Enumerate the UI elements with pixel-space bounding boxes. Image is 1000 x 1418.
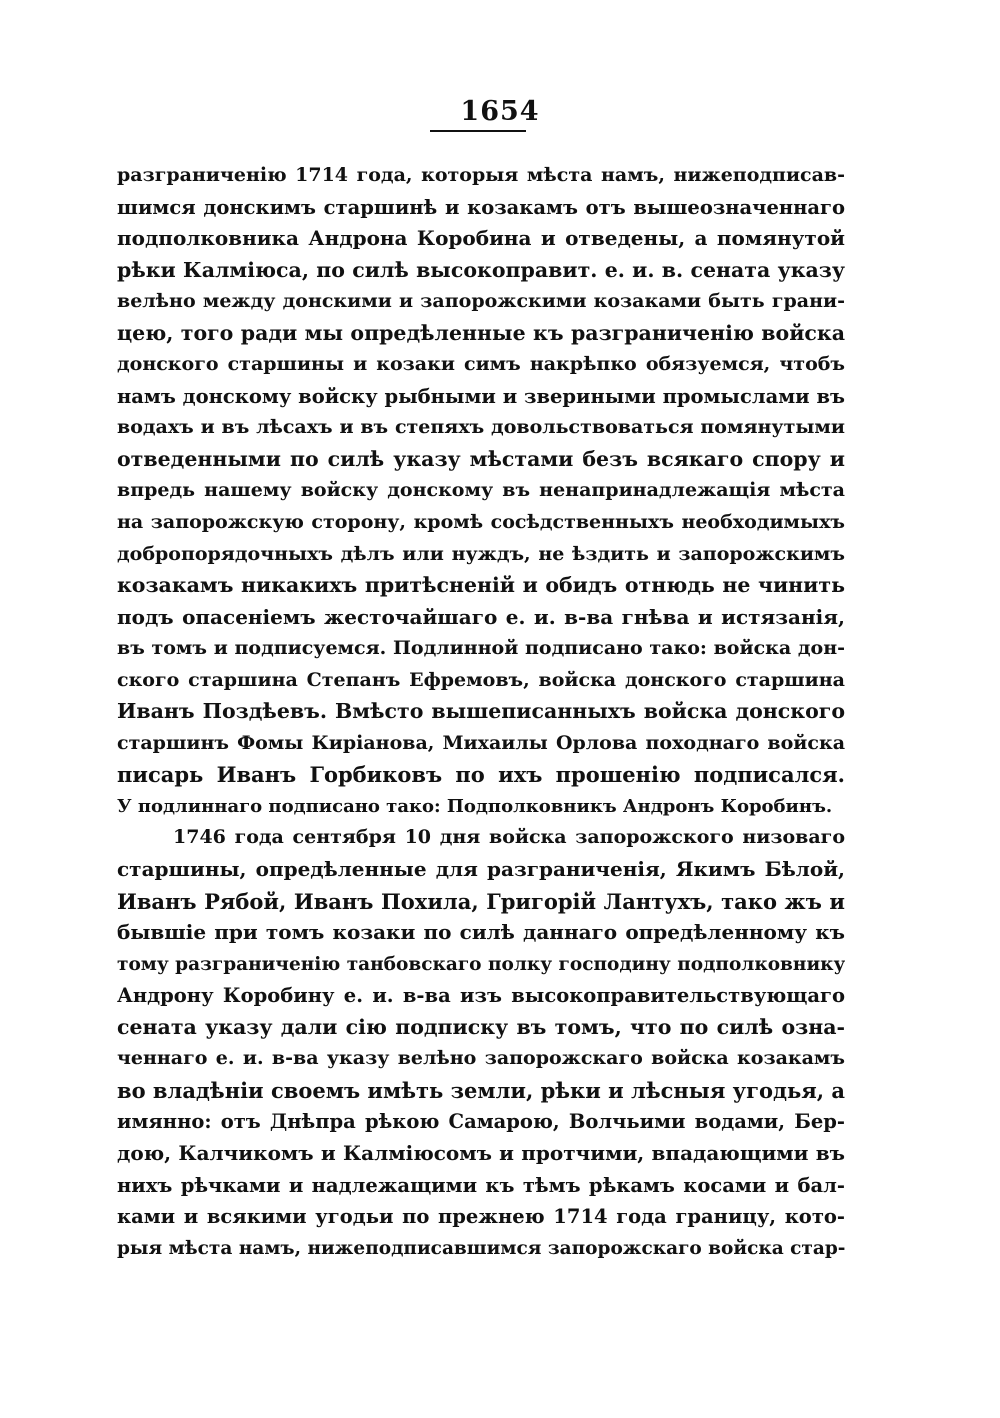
text-line: нихъ рѣчками и надлежащими къ тѣмъ рѣкамъ косами и бал-: [117, 1173, 845, 1197]
page-number-rule: [430, 130, 526, 132]
text-line: Андрону Коробину е. и. в-ва изъ высокоправительствующаго: [117, 984, 845, 1008]
page-number: 1654: [460, 96, 540, 127]
text-line: старшинъ Фомы Кирiанова, Михаилы Орлова походнаго войска: [117, 731, 845, 754]
text-line: въ томъ и подписуемся. Подлинной подписано тако: войска дон-: [117, 637, 845, 660]
body-text: [117, 160, 845, 1264]
text-line: ского старшина Степанъ Ефремовъ, войска донского старшина: [117, 668, 845, 691]
text-line: цею, того ради мы опредѣленные къ разграниченiю войска: [117, 320, 845, 345]
text-line: водахъ и въ лѣсахъ и въ степяхъ довольствоваться помянутыми: [117, 416, 845, 439]
text-line: козакамъ никакихъ притѣсненiй и обидъ отнюдь не чинить: [117, 573, 845, 598]
text-line: подполковника Андрона Коробина и отведены, а помянутой: [117, 226, 845, 251]
text-line: бывшiе при томъ козаки по силѣ даннаго опредѣленному къ: [117, 920, 845, 945]
text-line: во владѣнiи своемъ имѣть земли, рѣки и лѣсныя угодья, а: [117, 1077, 845, 1103]
text-line: старшины, опредѣленные для разграниченiя, Якимъ Бѣлой,: [117, 857, 845, 882]
text-line: Иванъ Поздѣевъ. Вмѣсто вышеписанныхъ войска донского: [117, 699, 845, 724]
paragraph-start-line: 1746 года сентября 10 дня войска запорожского низоваго: [173, 826, 845, 849]
text-line: рѣки Калмiюса, по силѣ высокоправит. е. и. в. сената указу: [117, 257, 845, 282]
text-line: ченнаго е. и. в-ва указу велѣно запорожскаго войска козакамъ: [117, 1047, 845, 1070]
text-line: дою, Калчикомъ и Калмiюсомъ и протчими, впадающими въ: [117, 1140, 845, 1165]
text-line: впредь нашему войску донскому въ ненапринадлежащiя мѣста: [117, 479, 845, 502]
text-line: добропорядочныхъ дѣлъ или нуждъ, не ѣздить и запорожскимъ: [117, 542, 845, 565]
text-line: подъ опасенiемъ жесточайшаго е. и. в-ва гнѣва и истязанiя,: [117, 604, 845, 629]
text-line: У подлиннаго подписано тако: Подполковникъ Андронъ Коробинъ.: [117, 795, 833, 817]
text-line: сената указу дали сiю подписку въ томъ, что по силѣ озна-: [117, 1014, 845, 1039]
text-line: шимся донскимъ старшинѣ и козакамъ отъ вышеозначеннаго: [117, 195, 845, 219]
text-line: имянно: отъ Днѣпра рѣкою Самарою, Волчьими водами, Бер-: [117, 1110, 845, 1134]
text-line: тому разграниченiю танбовскаго полку господину подполковнику: [117, 953, 845, 975]
text-line: ками и всякими угодьи по прежнею 1714 года границу, кото-: [117, 1205, 845, 1229]
text-line: Иванъ Рябой, Иванъ Похила, Григорiй Лантухъ, тако жъ и: [117, 888, 845, 914]
text-line: писарь Иванъ Горбиковъ по ихъ прошенiю подписался.: [117, 762, 845, 788]
text-line: намъ донскому войску рыбными и звериными промыслами въ: [117, 384, 845, 408]
text-line: велѣно между донскими и запорожскими козаками быть грани-: [117, 290, 845, 313]
text-line: на запорожскую сторону, кромѣ сосѣдственныхъ необходимыхъ: [117, 511, 845, 534]
text-line: разграниченiю 1714 года, которыя мѣста намъ, нижеподписав-: [117, 164, 845, 186]
text-line: донского старшины и козаки симъ накрѣпко обязуемся, чтобъ: [117, 353, 845, 376]
text-line: отведенными по силѣ указу мѣстами безъ всякаго спору и: [117, 446, 845, 471]
text-line: рыя мѣста намъ, нижеподписавшимся запорожскаго войска стар-: [117, 1237, 845, 1259]
